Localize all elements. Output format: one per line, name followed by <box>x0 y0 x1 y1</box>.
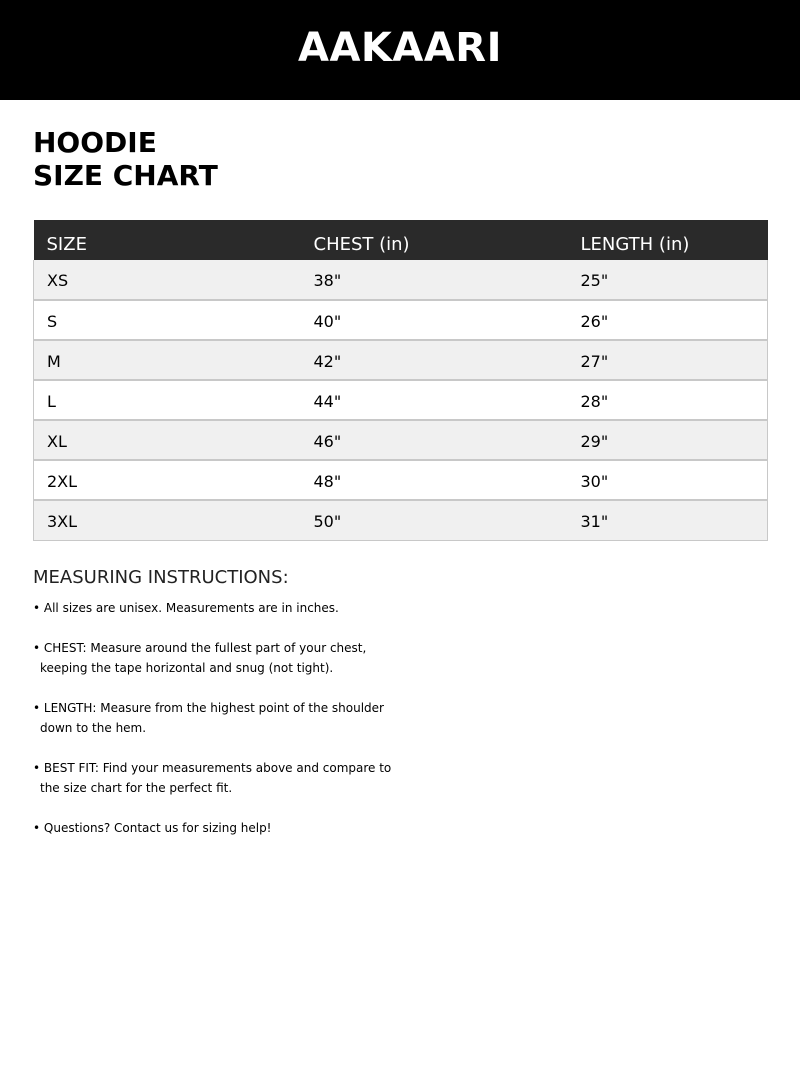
chest-cell: 48" <box>301 460 568 500</box>
instruction-line: • BEST FIT: Find your measurements above and compare to <box>33 761 392 775</box>
table-header-row <box>34 220 768 260</box>
size-cell: L <box>34 380 301 420</box>
length-cell: 25" <box>568 260 768 300</box>
page-title <box>33 126 218 192</box>
list-item <box>33 818 753 838</box>
chest-cell: 50" <box>301 500 568 540</box>
table-row <box>34 500 768 540</box>
instruction-line: • CHEST: Measure around the fullest part of your chest, <box>33 641 367 655</box>
instruction-line: the size chart for the perfect fit. <box>40 781 233 795</box>
size-cell: M <box>34 340 301 380</box>
chest-cell: 44" <box>301 380 568 420</box>
instruction-line: keeping the tape horizontal and snug (not tight). <box>40 661 334 675</box>
chest-cell: 46" <box>301 420 568 460</box>
brand-logo-text: AAKAARI <box>297 25 502 71</box>
list-item <box>33 598 753 618</box>
instructions-heading: MEASURING INSTRUCTIONS: <box>33 567 289 588</box>
list-item <box>33 698 753 738</box>
chest-cell: 42" <box>301 340 568 380</box>
column-header-chest: CHEST (in) <box>301 220 568 260</box>
column-header-size: SIZE <box>34 220 301 260</box>
size-cell: 3XL <box>34 500 301 540</box>
instructions-list <box>33 598 753 838</box>
size-cell: XS <box>34 260 301 300</box>
size-cell: XL <box>34 420 301 460</box>
size-cell: 2XL <box>34 460 301 500</box>
size-chart-table <box>33 220 768 541</box>
table-row <box>34 260 768 300</box>
column-header-length: LENGTH (in) <box>568 220 768 260</box>
length-cell: 28" <box>568 380 768 420</box>
length-cell: 31" <box>568 500 768 540</box>
page-title-line-2: SIZE CHART <box>33 159 218 192</box>
table-row <box>34 380 768 420</box>
table-row <box>34 420 768 460</box>
size-cell: S <box>34 300 301 340</box>
instruction-line: • LENGTH: Measure from the highest point of the shoulder <box>33 701 384 715</box>
length-cell: 26" <box>568 300 768 340</box>
instruction-line: • All sizes are unisex. Measurements are in inches. <box>33 601 339 615</box>
length-cell: 29" <box>568 420 768 460</box>
list-item <box>33 638 753 678</box>
table-row <box>34 300 768 340</box>
length-cell: 30" <box>568 460 768 500</box>
chest-cell: 40" <box>301 300 568 340</box>
table-row <box>34 460 768 500</box>
list-item <box>33 758 753 798</box>
instruction-line: • Questions? Contact us for sizing help! <box>33 821 272 835</box>
page-title-line-1: HOODIE <box>33 126 157 159</box>
instruction-line: down to the hem. <box>40 721 147 735</box>
chest-cell: 38" <box>301 260 568 300</box>
measuring-instructions <box>33 566 753 858</box>
length-cell: 27" <box>568 340 768 380</box>
brand-header <box>0 0 800 100</box>
table-row <box>34 340 768 380</box>
